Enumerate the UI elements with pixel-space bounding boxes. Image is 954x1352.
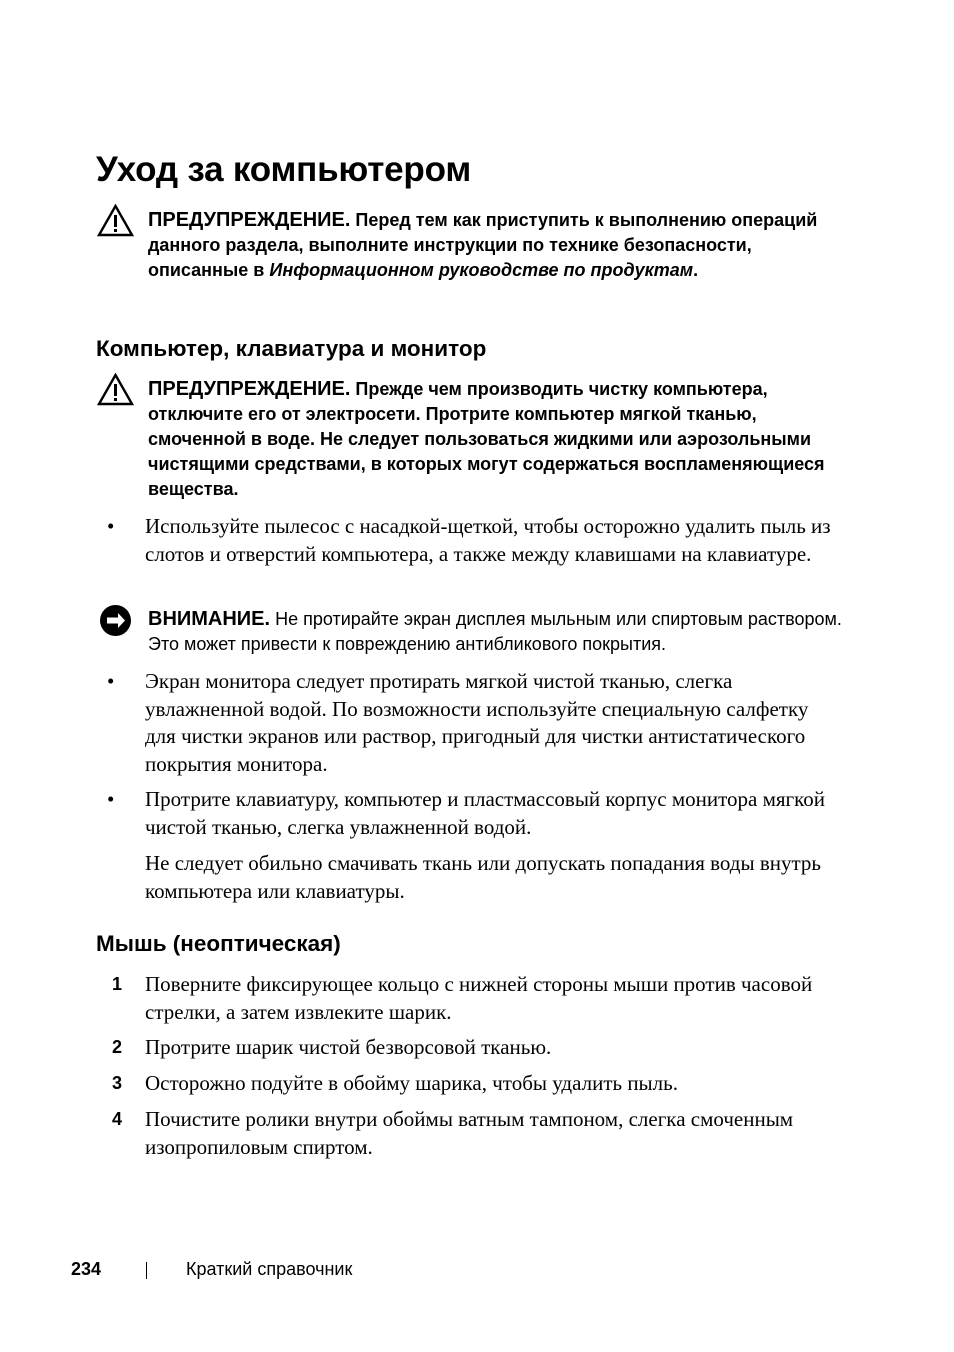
step-number: 4 — [112, 1109, 123, 1129]
warning-text-end: . — [693, 260, 699, 280]
warning-triangle-icon — [97, 204, 134, 237]
step-number: 2 — [112, 1037, 123, 1057]
section-heading-mouse: Мышь (неоптическая) — [96, 931, 341, 956]
warning-triangle-icon — [97, 373, 134, 406]
warning-document-reference: Информационном руководстве по продуктам — [269, 260, 694, 280]
caution-notice — [148, 607, 848, 657]
caution-hand-icon — [99, 604, 132, 637]
page-title: Уход за компьютером — [96, 150, 472, 189]
step-number: 3 — [112, 1073, 123, 1093]
bullet-marker: • — [107, 669, 115, 693]
warning-notice — [148, 377, 838, 502]
step-text: Протрите шарик чистой безворсовой тканью. — [145, 1035, 552, 1059]
warning-text: Перед тем как приступить к выполнению операций данного раздела, выполните инструкции по технике безопасности, описанные в — [148, 210, 818, 280]
list-item: Протрите клавиатуру, компьютер и пластмассовый корпус монитора мягкой чистой тканью, слегка увлажненной водой. — [145, 787, 826, 839]
list-item: Экран монитора следует протирать мягкой чистой тканью, слегка увлажненной водой. По возможности используйте специальную салфетку для чистки экранов или раствор, пригодный для чистки антистатического покрытия монитора. — [145, 669, 809, 776]
page-number: 234 — [71, 1259, 102, 1279]
step-number: 1 — [112, 974, 123, 994]
warning-notice — [148, 208, 838, 283]
bullet-marker: • — [107, 514, 115, 538]
list-item: Используйте пылесос с насадкой-щеткой, чтобы осторожно удалить пыль из слотов и отверстий компьютера, а также между клавишами на клавиатуре. — [145, 514, 831, 566]
caution-label: ВНИМАНИЕ. — [148, 608, 271, 630]
step-text: Поверните фиксирующее кольцо с нижней стороны мыши против часовой стрелки, а затем извлеките шарик. — [145, 972, 813, 1024]
footer-divider — [146, 1262, 147, 1279]
section-heading-computer: Компьютер, клавиатура и монитор — [96, 336, 487, 361]
step-text: Осторожно подуйте в обойму шарика, чтобы удалить пыль. — [145, 1071, 678, 1095]
bullet-marker: • — [107, 787, 115, 811]
warning-text: Прежде чем производить чистку компьютера, отключите его от электросети. Протрите компьютер мягкой тканью, смоченной в воде. Не следует пользоваться жидкими или аэрозольными чистящими средствами, в которых могут содержаться воспламеняющиеся вещества. — [148, 379, 825, 499]
list-item-note: Не следует обильно смачивать ткань или допускать попадания воды внутрь компьютера или клавиатуры. — [145, 851, 821, 903]
step-text: Почистите ролики внутри обоймы ватным тампоном, слегка смоченным изопропиловым спиртом. — [145, 1107, 794, 1159]
warning-label: ПРЕДУПРЕЖДЕНИЕ. — [148, 209, 351, 231]
warning-label: ПРЕДУПРЕЖДЕНИЕ. — [148, 378, 351, 400]
footer-document-title: Краткий справочник — [186, 1259, 353, 1279]
caution-text: Не протирайте экран дисплея мыльным или спиртовым раствором. Это может привести к повреждению антибликового покрытия. — [148, 609, 842, 654]
